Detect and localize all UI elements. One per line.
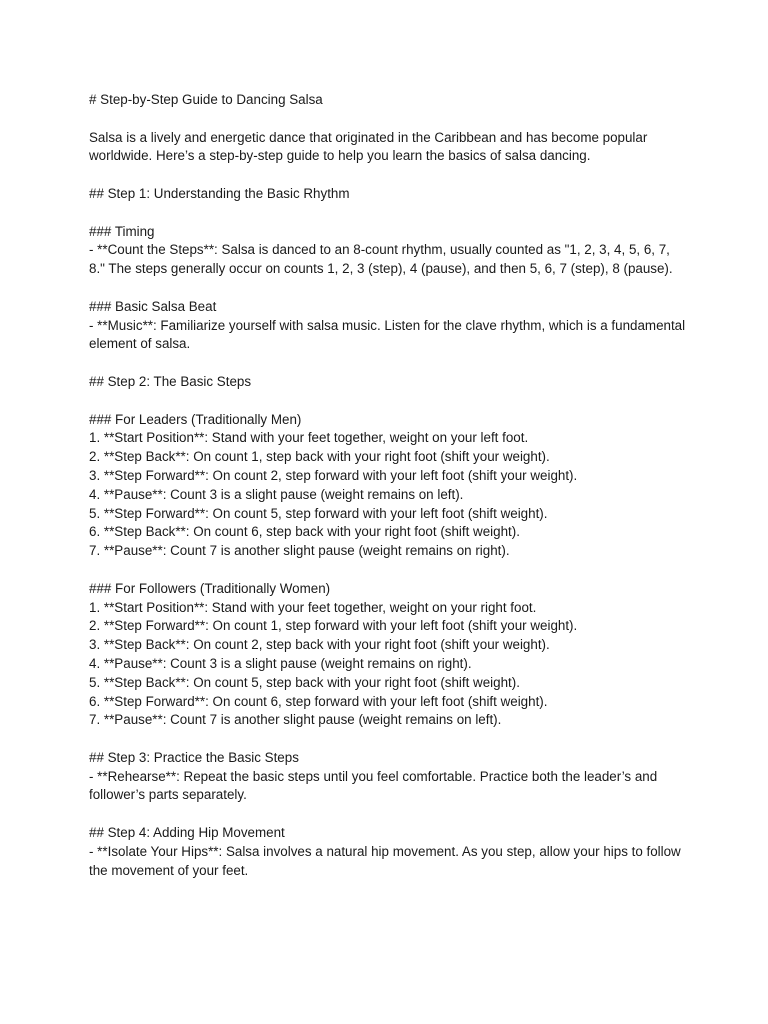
followers-list-item: 6. **Step Forward**: On count 6, step forward with your left foot (shift weight). bbox=[89, 693, 548, 709]
followers-list-item: 5. **Step Back**: On count 5, step back with your right foot (shift weight). bbox=[89, 674, 520, 690]
leaders-list-item: 6. **Step Back**: On count 6, step back with your right foot (shift weight). bbox=[89, 524, 520, 540]
timing-paragraph: - **Count the Steps**: Salsa is danced to an 8-count rhythm, usually counted as "1, 2, 3, 4, 5, 6, 7, 8." The steps generally occur on counts 1, 2, 3 (step), 4 (pause), and then 5, 6, 7 (step), 8 (pause). bbox=[89, 242, 673, 277]
leaders-list-item: 1. **Start Position**: Stand with your feet together, weight on your left foot. bbox=[89, 430, 529, 446]
followers-section bbox=[89, 580, 689, 730]
basic-beat-section bbox=[89, 298, 689, 354]
step2-heading-block bbox=[89, 373, 689, 392]
document-title-block bbox=[89, 91, 689, 110]
leaders-section bbox=[89, 411, 689, 561]
step1-heading: ## Step 1: Understanding the Basic Rhythm bbox=[89, 185, 350, 201]
intro-paragraph: Salsa is a lively and energetic dance that originated in the Caribbean and has become popular worldwide. Here’s a step-by-step guide to help you learn the basics of salsa dancing. bbox=[89, 129, 648, 164]
step2-heading: ## Step 2: The Basic Steps bbox=[89, 373, 252, 389]
basic-beat-heading: ### Basic Salsa Beat bbox=[89, 298, 217, 314]
intro-block bbox=[89, 129, 689, 167]
step3-section bbox=[89, 749, 689, 805]
followers-list-item: 2. **Step Forward**: On count 1, step forward with your left foot (shift your weight). bbox=[89, 618, 578, 634]
leaders-list-item: 2. **Step Back**: On count 1, step back with your right foot (shift your weight). bbox=[89, 449, 550, 465]
document-title: # Step-by-Step Guide to Dancing Salsa bbox=[89, 92, 323, 107]
leaders-heading: ### For Leaders (Traditionally Men) bbox=[89, 411, 302, 427]
followers-list-item: 7. **Pause**: Count 7 is another slight pause (weight remains on left). bbox=[89, 712, 502, 728]
leaders-list-item: 5. **Step Forward**: On count 5, step forward with your left foot (shift weight). bbox=[89, 505, 548, 521]
timing-heading: ### Timing bbox=[89, 223, 155, 239]
followers-list-item: 4. **Pause**: Count 3 is a slight pause (weight remains on right). bbox=[89, 655, 472, 671]
followers-heading: ### For Followers (Traditionally Women) bbox=[89, 580, 331, 596]
step3-paragraph: - **Rehearse**: Repeat the basic steps until you feel comfortable. Practice both the leader’s and follower’s parts separately. bbox=[89, 768, 658, 803]
leaders-list-item: 3. **Step Forward**: On count 2, step forward with your left foot (shift your weight). bbox=[89, 467, 578, 483]
step3-heading: ## Step 3: Practice the Basic Steps bbox=[89, 749, 299, 765]
step1-heading-block bbox=[89, 185, 689, 204]
followers-list-item: 3. **Step Back**: On count 2, step back with your right foot (shift your weight). bbox=[89, 637, 550, 653]
leaders-list-item: 7. **Pause**: Count 7 is another slight pause (weight remains on right). bbox=[89, 543, 510, 559]
step4-heading: ## Step 4: Adding Hip Movement bbox=[89, 825, 285, 841]
step4-paragraph: - **Isolate Your Hips**: Salsa involves a natural hip movement. As you step, allow your hips to follow the movement of your feet. bbox=[89, 843, 681, 878]
basic-beat-paragraph: - **Music**: Familiarize yourself with salsa music. Listen for the clave rhythm, which is a fundamental element of salsa. bbox=[89, 317, 686, 352]
leaders-list-item: 4. **Pause**: Count 3 is a slight pause (weight remains on left). bbox=[89, 486, 464, 502]
document-page bbox=[89, 91, 689, 899]
step4-section bbox=[89, 824, 689, 880]
followers-list-item: 1. **Start Position**: Stand with your feet together, weight on your right foot. bbox=[89, 599, 537, 615]
timing-section bbox=[89, 223, 689, 279]
